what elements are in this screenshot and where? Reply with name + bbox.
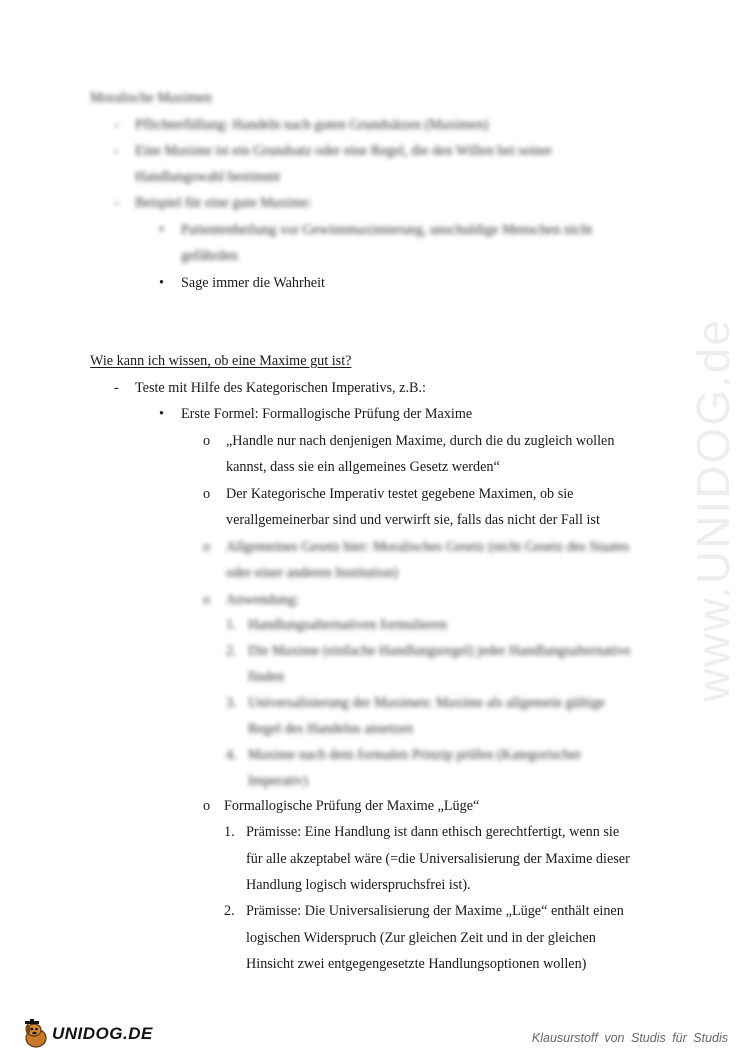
dash-marker: - xyxy=(114,117,119,133)
number-marker: 2. xyxy=(226,643,237,659)
watermark-text: www.UNIDOG.de xyxy=(687,318,739,702)
circle-marker: o xyxy=(203,539,211,555)
section-heading: Wie kann ich wissen, ob eine Maxime gut ist? xyxy=(90,353,352,369)
premise-line: Hinsicht zwei entgegengesetzte Handlungsoptionen wollen) xyxy=(246,956,587,972)
bullet-marker: • xyxy=(159,222,164,238)
blurred-step-cont: Imperativ) xyxy=(248,773,308,789)
blurred-heading: Moralische Maximen xyxy=(90,90,212,106)
blurred-dash-item: Beispiel für eine gute Maxime: xyxy=(135,195,312,211)
quote-line: „Handle nur nach denjenigen Maxime, durch die du zugleich wollen xyxy=(226,433,615,449)
bullet-item-first-formula: Erste Formel: Formallogische Prüfung der Maxime xyxy=(181,406,473,422)
number-marker: 1. xyxy=(224,824,235,840)
premise-line: Handlung logisch widerspruchsfrei ist). xyxy=(246,877,471,893)
test-line: verallgemeinerbar sind und verwirft sie, falls das nicht der Fall ist xyxy=(226,512,600,528)
number-marker: 3. xyxy=(226,695,237,711)
blurred-step: Handlungsalternativen formulieren xyxy=(248,617,447,633)
lie-heading: Formallogische Prüfung der Maxime „Lüge“ xyxy=(224,798,480,814)
logo-text: UNIDOG.DE xyxy=(52,1024,153,1043)
bullet-marker: • xyxy=(159,275,164,291)
watermark xyxy=(688,280,738,740)
circle-marker: o xyxy=(203,592,211,608)
blurred-step: Die Maxime (einfache Handlungsregel) jeder Handlungsalternative xyxy=(248,643,631,659)
blurred-step-cont: finden xyxy=(248,669,285,685)
blurred-dash-item-cont: Handlungswahl bestimmt xyxy=(135,169,281,185)
blurred-sub-item: Anwendung: xyxy=(226,592,300,608)
blurred-sub-item: Allgemeines Gesetz hier: Moralisches Gesetz (nicht Gesetz des Staates xyxy=(226,539,630,555)
number-marker: 2. xyxy=(224,903,235,919)
blurred-step: Universalisierung der Maximen: Maxime als allgemein gültige xyxy=(248,695,605,711)
dash-marker: - xyxy=(114,195,119,211)
blurred-step-cont: Regel des Handelns ansetzen xyxy=(248,721,414,737)
circle-marker: o xyxy=(203,433,211,449)
circle-marker: o xyxy=(203,486,211,502)
dash-marker: - xyxy=(114,380,119,396)
premise-line: Prämisse: Eine Handlung ist dann ethisch gerechtfertigt, wenn sie xyxy=(246,824,620,840)
footer-slogan: Klausurstoff von Studis für Studis xyxy=(531,1031,728,1045)
dash-marker: - xyxy=(114,143,119,159)
blurred-step: Maxime nach dem formalen Prinzip prüfen (Kategorischer xyxy=(248,747,582,763)
premise-line: für alle akzeptabel wäre (=die Universalisierung der Maxime dieser xyxy=(246,851,630,867)
blurred-sub-item: oder einer anderen Institution) xyxy=(226,565,399,581)
blurred-bullet-item-cont: gefährden xyxy=(181,248,238,264)
premise-line: Prämisse: Die Universalisierung der Maxime „Lüge“ enthält einen xyxy=(246,903,624,919)
bullet-marker: • xyxy=(159,406,164,422)
test-line: Der Kategorische Imperativ testet gegebene Maximen, ob sie xyxy=(226,486,574,502)
blurred-bullet-item: Patientenheilung vor Gewinnmaximierung, unschuldige Menschen nicht xyxy=(181,222,593,238)
number-marker: 4. xyxy=(226,747,237,763)
dog-mascot-icon xyxy=(22,1019,50,1049)
premise-line: logischen Widerspruch (Zur gleichen Zeit und in der gleichen xyxy=(246,930,596,946)
bullet-item-truth: Sage immer die Wahrheit xyxy=(181,275,325,291)
blurred-dash-item: Pflichterfüllung: Handeln nach guten Grundsätzen (Maximen) xyxy=(135,117,489,133)
blurred-dash-item: Eine Maxime ist ein Grundsatz oder eine Regel, die den Willen bei seiner xyxy=(135,143,553,159)
dash-item-test: Teste mit Hilfe des Kategorischen Imperativs, z.B.: xyxy=(135,380,426,396)
number-marker: 1. xyxy=(226,617,237,633)
circle-marker: o xyxy=(203,798,211,814)
footer-logo xyxy=(22,1015,153,1053)
quote-line: kannst, dass sie ein allgemeines Gesetz werden“ xyxy=(226,459,500,475)
